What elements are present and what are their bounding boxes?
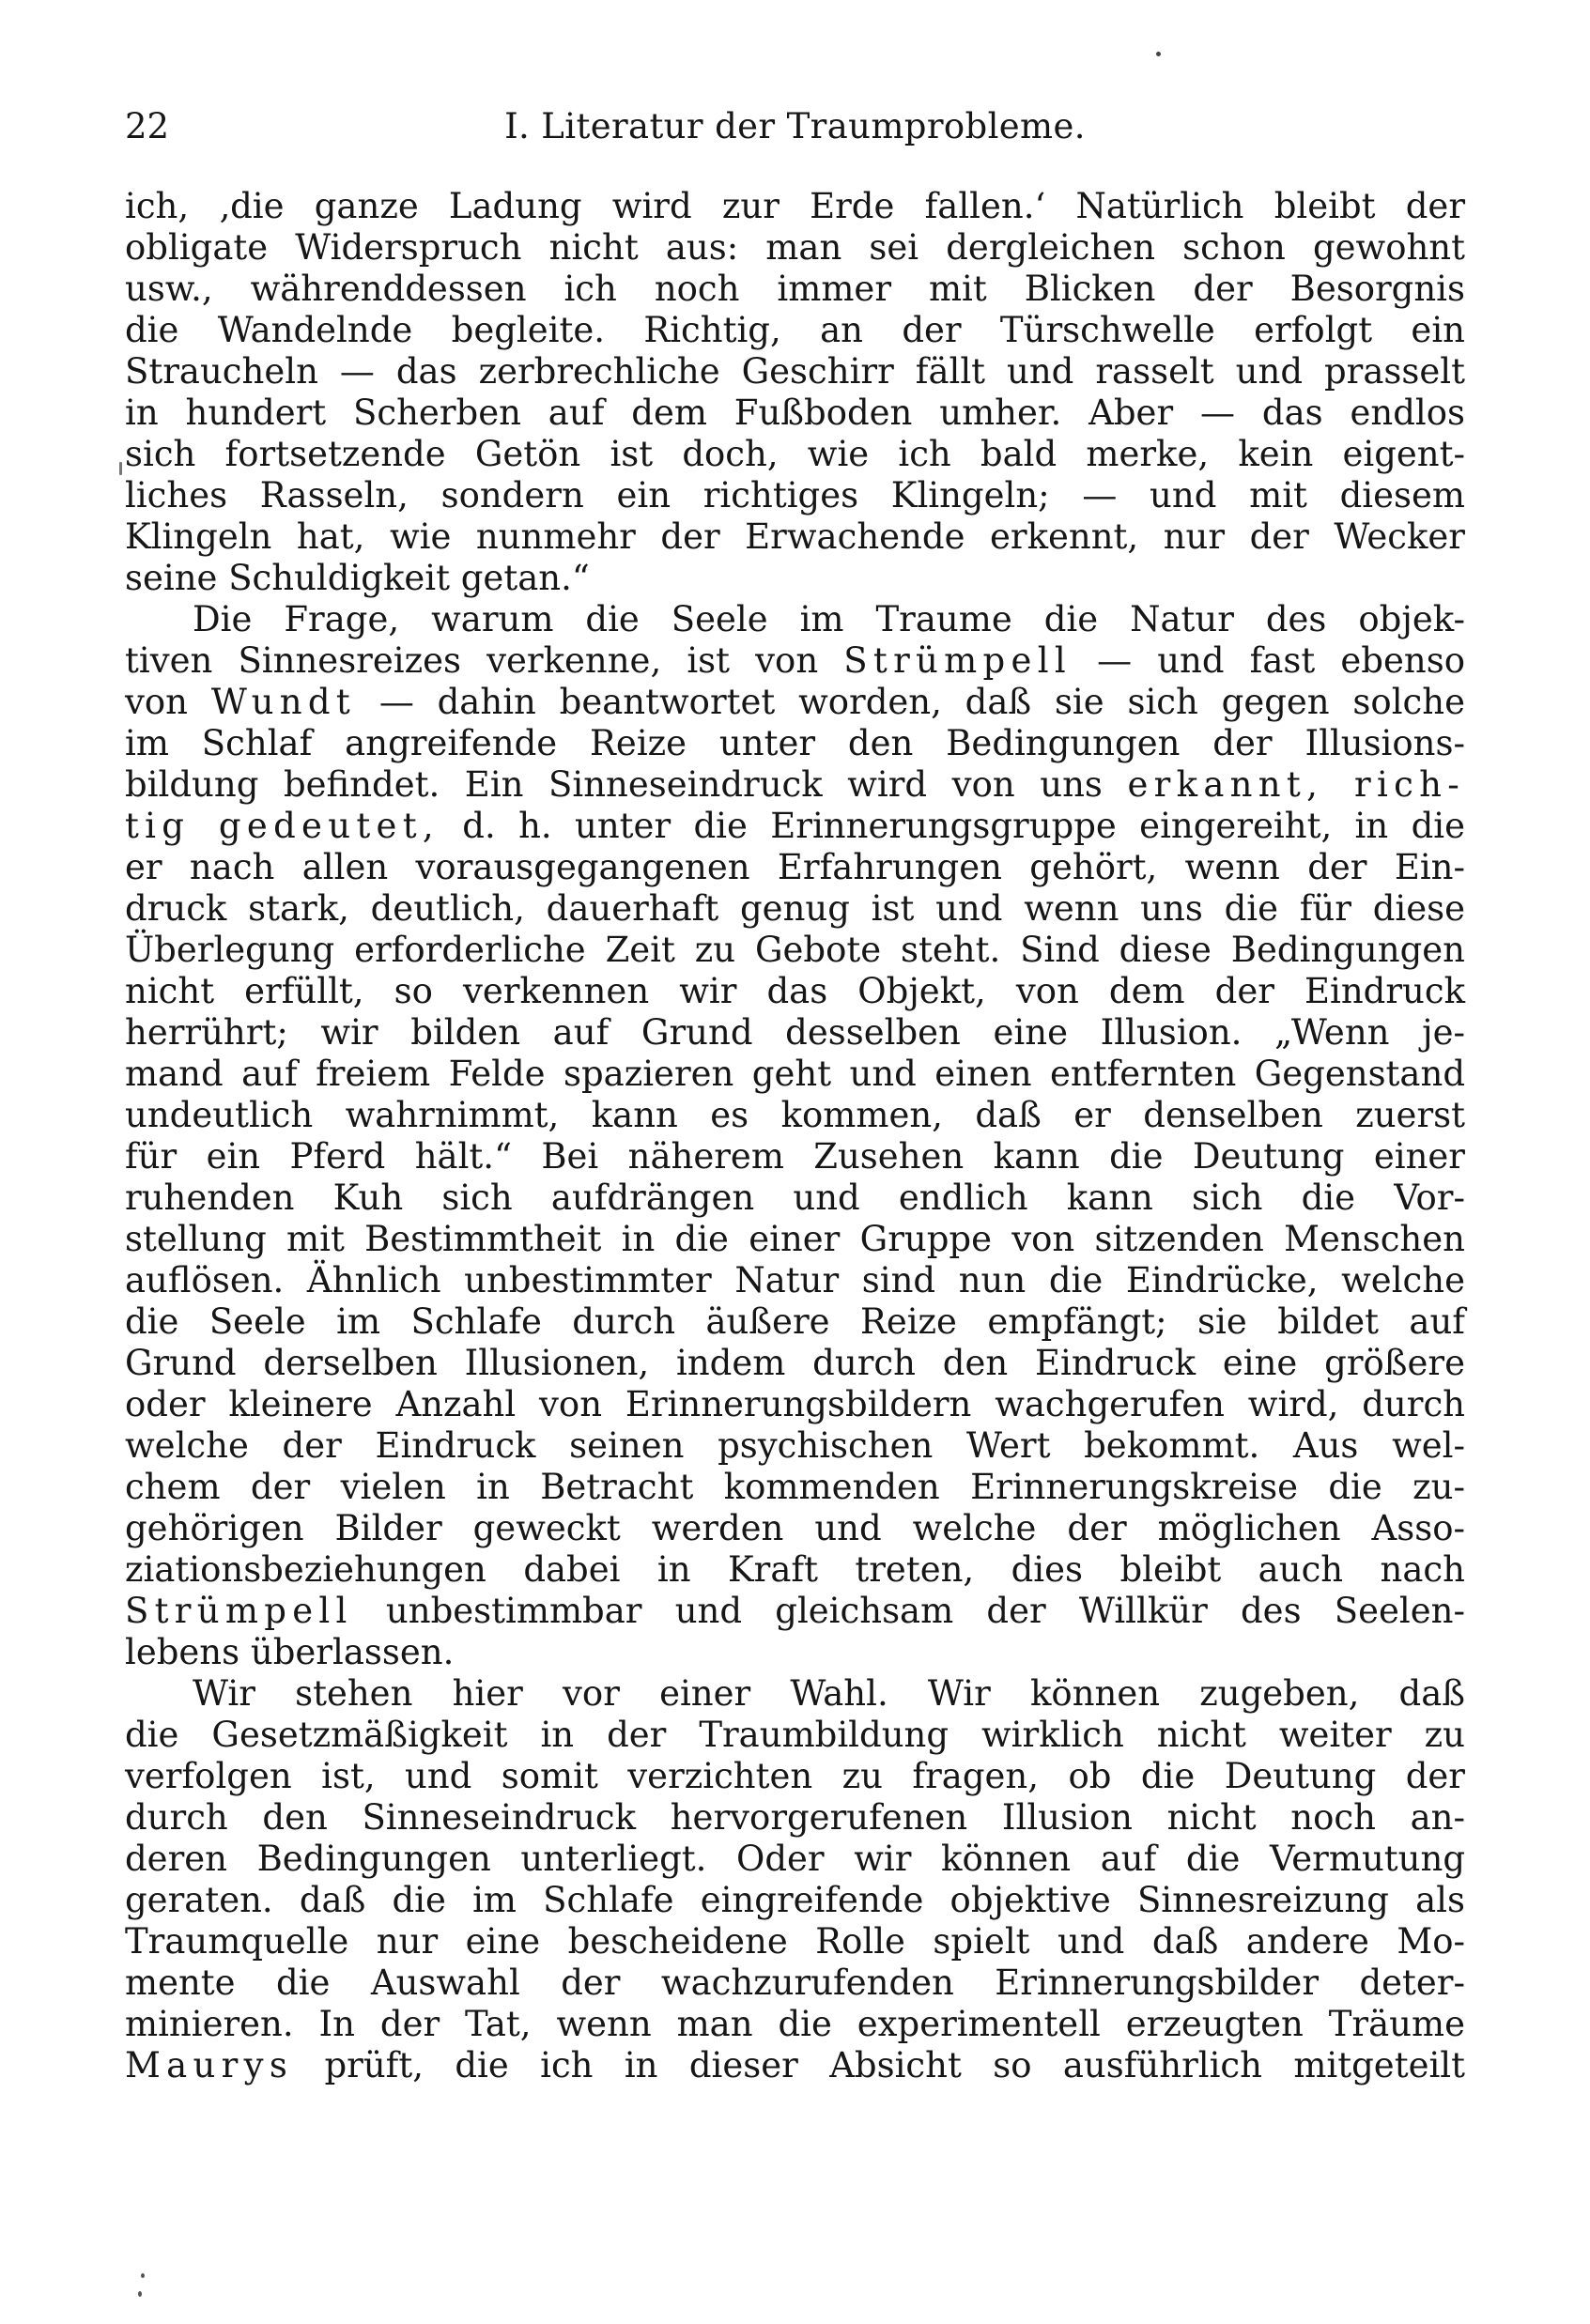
text-line: Straucheln — das zerbrechliche Geschirr fällt und rasselt und prasselt	[125, 351, 1465, 392]
scan-artifact	[141, 2273, 145, 2278]
text-line: chem der vielen in Betracht kommenden Erinnerungskreise die zu-	[125, 1467, 1465, 1507]
text-line: Klingeln hat, wie nunmehr der Erwachende erkennt, nur der Wecker	[125, 516, 1465, 557]
text-line: er nach allen vorausgegangenen Erfahrungen gehört, wenn der Ein-	[125, 847, 1465, 887]
running-head: I. Literatur der Traumprobleme.	[504, 106, 1086, 146]
emphasized-text: tig gedeutet,	[125, 806, 440, 846]
emphasized-text: Strümpell	[843, 640, 1072, 681]
text-line: obligate Widerspruch nicht aus: man sei dergleichen schon gewohnt	[125, 227, 1465, 268]
text-line: Die Frage, warum die Seele im Traume die Natur des objek-	[193, 599, 1465, 639]
text-line: für ein Pferd hält.“ Bei näherem Zusehen kann die Deutung einer	[125, 1136, 1465, 1177]
text-line: mente die Auswahl der wachzurufenden Erinnerungsbilder deter-	[125, 1962, 1465, 2003]
text-line: Maurys prüft, die ich in dieser Absicht so ausführlich mitgeteilt	[125, 2045, 1465, 2085]
scan-artifact	[138, 2291, 142, 2297]
text-line: seine Schuldigkeit getan.“	[125, 558, 590, 598]
text-line: mand auf freiem Felde spazieren geht und einen entfernten Gegenstand	[125, 1054, 1465, 1094]
page-body	[125, 186, 1465, 2086]
text-line: die Wandelnde begleite. Richtig, an der Türschwelle erfolgt ein	[125, 310, 1465, 350]
text-line: oder kleinere Anzahl von Erinnerungsbildern wachgerufen wird, durch	[125, 1384, 1465, 1424]
text-line: im Schlaf angreifende Reize unter den Bedingungen der Illusions-	[125, 723, 1465, 763]
page-number: 22	[125, 106, 170, 146]
emphasized-text: erkannt, rich-	[1127, 764, 1466, 805]
text-line: ich, ‚die ganze Ladung wird zur Erde fallen.‘ Natürlich bleibt der	[125, 186, 1465, 226]
text-line: minieren. In der Tat, wenn man die experimentell erzeugten Träume	[125, 2004, 1465, 2044]
text-line: Grund derselben Illusionen, indem durch den Eindruck eine größere	[125, 1343, 1465, 1383]
text-line: die Seele im Schlafe durch äußere Reize empfängt; sie bildet auf	[125, 1301, 1465, 1342]
text-line: undeutlich wahrnimmt, kann es kommen, daß er denselben zuerst	[125, 1095, 1465, 1135]
text-line: bildung befindet. Ein Sinneseindruck wird von uns erkannt, rich-	[125, 764, 1466, 805]
text-line: welche der Eindruck seinen psychischen Wert bekommt. Aus wel-	[125, 1425, 1465, 1466]
text-line: in hundert Scherben auf dem Fußboden umher. Aber — das endlos	[125, 392, 1465, 433]
text-line: auflösen. Ähnlich unbestimmter Natur sind nun die Eindrücke, welche	[125, 1260, 1465, 1301]
text-line: lebens überlassen.	[125, 1632, 455, 1672]
text-line: Traumquelle nur eine bescheidene Rolle spielt und daß andere Mo-	[125, 1921, 1465, 1962]
text-line: ruhenden Kuh sich aufdrängen und endlich kann sich die Vor-	[125, 1177, 1465, 1218]
scan-artifact	[119, 462, 122, 475]
emphasized-text: Maurys	[125, 2045, 294, 2085]
text-line: stellung mit Bestimmtheit in die einer Gruppe von sitzenden Menschen	[125, 1219, 1465, 1259]
text-line: herrührt; wir bilden auf Grund desselben eine Illusion. „Wenn je-	[125, 1012, 1465, 1053]
text-line: von Wundt — dahin beantwortet worden, daß sie sich gegen solche	[125, 682, 1465, 722]
text-line: usw., währenddessen ich noch immer mit Blicken der Besorgnis	[125, 269, 1465, 309]
text-line: druck stark, deutlich, dauerhaft genug ist und wenn uns die für diese	[125, 888, 1465, 929]
emphasized-text: Wundt	[210, 682, 357, 722]
page-header	[125, 105, 1465, 148]
text-line: geraten. daß die im Schlafe eingreifende objektive Sinnesreizung als	[125, 1880, 1465, 1920]
text-line: sich fortsetzende Getön ist doch, wie ich bald merke, kein eigent-	[125, 434, 1465, 474]
text-line: ziationsbeziehungen dabei in Kraft treten, dies bleibt auch nach	[125, 1549, 1465, 1590]
text-line: verfolgen ist, und somit verzichten zu fragen, ob die Deutung der	[125, 1756, 1465, 1796]
text-line: durch den Sinneseindruck hervorgerufenen Illusion nicht noch an-	[125, 1797, 1465, 1838]
emphasized-text: Strümpell	[125, 1591, 353, 1631]
text-line: deren Bedingungen unterliegt. Oder wir können auf die Vermutung	[125, 1839, 1465, 1879]
text-line: Strümpell unbestimmbar und gleichsam der Willkür des Seelen-	[125, 1591, 1465, 1631]
text-line: Überlegung erforderliche Zeit zu Gebote steht. Sind diese Bedingungen	[125, 930, 1465, 970]
text-line: die Gesetzmäßigkeit in der Traumbildung wirklich nicht weiter zu	[125, 1715, 1465, 1755]
text-line: nicht erfüllt, so verkennen wir das Objekt, von dem der Eindruck	[125, 971, 1465, 1011]
text-line: tig gedeutet, d. h. unter die Erinnerungsgruppe eingereiht, in die	[125, 806, 1465, 846]
text-line: liches Rasseln, sondern ein richtiges Klingeln; — und mit diesem	[125, 475, 1465, 516]
scan-artifact	[1156, 52, 1161, 56]
text-line: Wir stehen hier vor einer Wahl. Wir können zugeben, daß	[193, 1673, 1465, 1714]
text-line: gehörigen Bilder geweckt werden und welche der möglichen Asso-	[125, 1508, 1465, 1548]
text-line: tiven Sinnesreizes verkenne, ist von Strümpell — und fast ebenso	[125, 640, 1465, 681]
